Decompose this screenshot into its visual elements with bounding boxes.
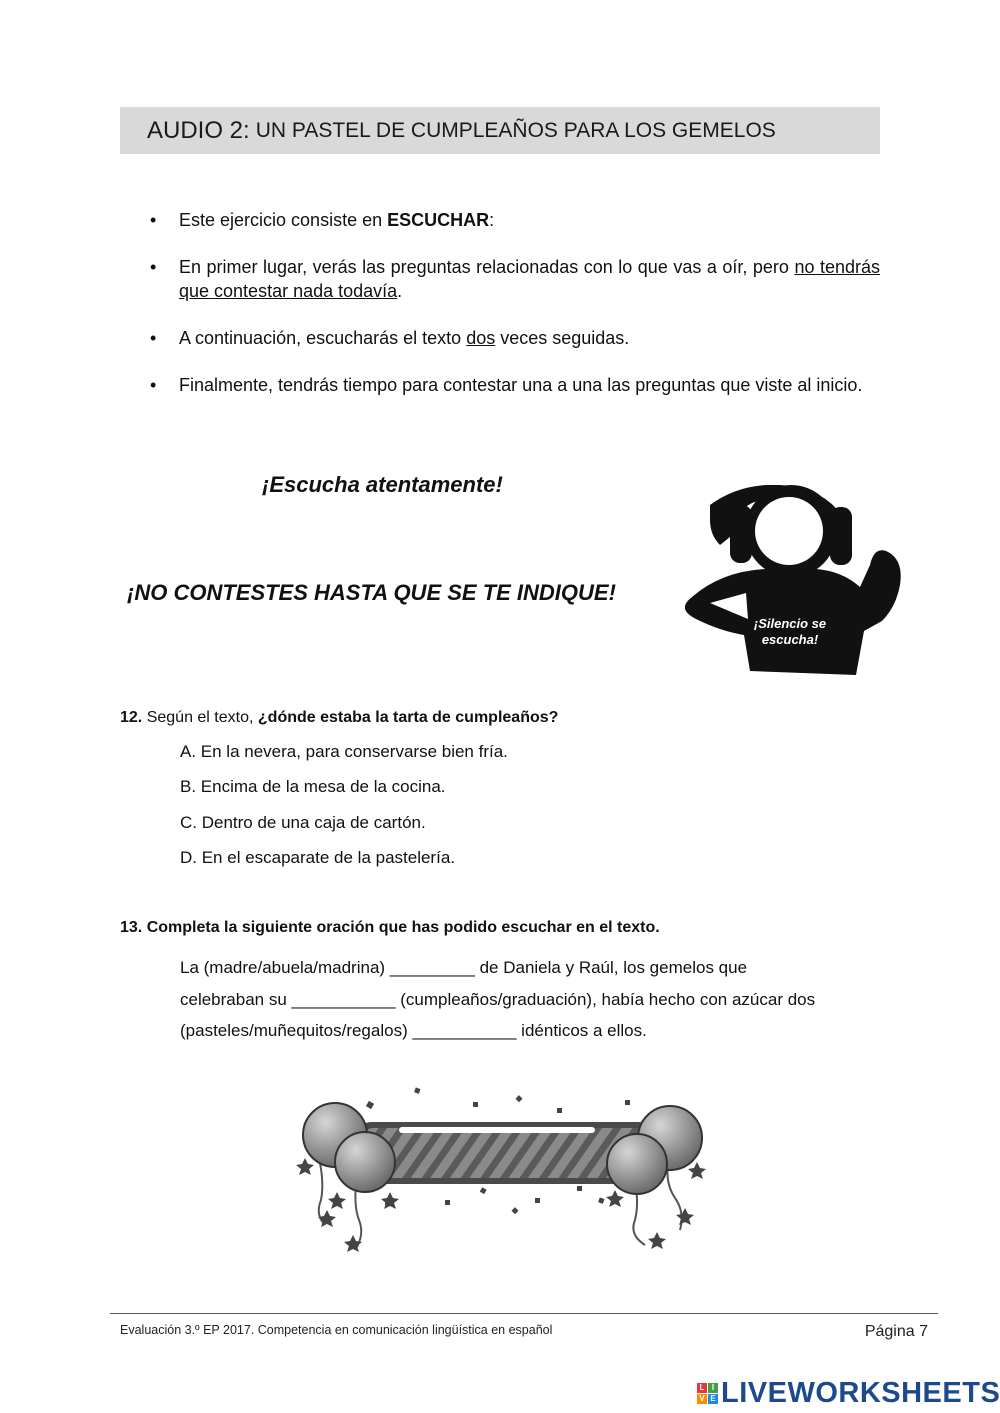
shirt-text-line1: ¡Silencio se: [753, 616, 827, 631]
shirt-text-line2: escucha!: [761, 632, 819, 647]
question-number: 13.: [120, 919, 143, 936]
sentence-line: celebraban su ___________ (cumpleaños/graduación), había hecho con azúcar dos: [180, 989, 816, 1009]
option-a[interactable]: A. En la nevera, para conservarse bien fría.: [180, 742, 508, 761]
question-text: Completa la siguiente oración que has podido escuchar en el texto.: [142, 919, 660, 936]
instruction-item: • Finalmente, tendrás tiempo para contestar una a una las preguntas que viste al inicio.: [150, 373, 880, 397]
liveworksheets-logo[interactable]: [697, 1377, 1000, 1410]
option-c[interactable]: C. Dentro de una caja de cartón.: [180, 812, 426, 832]
question-number: 12.: [120, 709, 143, 726]
dont-answer-callout: ¡NO CONTESTES HASTA QUE SE TE INDIQUE!: [127, 580, 616, 605]
question-12-options: [180, 742, 508, 883]
instruction-item: • Este ejercicio consiste en ESCUCHAR:: [150, 208, 880, 232]
section-title-text: UN PASTEL DE CUMPLEAÑOS PARA LOS GEMELOS: [255, 118, 776, 142]
listen-callout: ¡Escucha atentamente!: [262, 472, 503, 497]
footer-divider: [110, 1313, 938, 1314]
instructions-list: [150, 208, 880, 397]
instruction-item: • En primer lugar, verás las preguntas relacionadas con lo que vas a oír, pero no tendrás que contestar nada todavía.: [150, 255, 880, 303]
question-12: 12. Según el texto, ¿dónde estaba la tarta de cumpleaños?: [120, 709, 559, 726]
section-title-bar: [120, 107, 880, 154]
sentence-line: (pasteles/muñequitos/regalos) ___________ idénticos a ellos.: [180, 1021, 647, 1040]
sentence-line: La (madre/abuela/madrina) _________ de Daniela y Raúl, los gemelos que: [180, 958, 748, 977]
footer-source: Evaluación 3.º EP 2017. Competencia en comunicación lingüística en español: [120, 1323, 553, 1337]
fill-in-sentence[interactable]: [180, 952, 900, 1047]
headphones-figure-icon: [670, 485, 910, 680]
option-b[interactable]: B. Encima de la mesa de la cocina.: [180, 777, 446, 797]
question-text: ¿dónde estaba la tarta de cumpleaños?: [257, 709, 559, 726]
instruction-item: • A continuación, escucharás el texto dos veces seguidas.: [150, 326, 880, 350]
liveworksheets-icon: L I V E: [697, 1383, 718, 1404]
section-title-audio: AUDIO 2:: [147, 116, 250, 144]
page-number: Página 7: [864, 1323, 928, 1340]
question-13: [120, 918, 660, 938]
balloon-banner-icon: [295, 1080, 715, 1255]
liveworksheets-wordmark: LIVEWORKSHEETS: [721, 1377, 1000, 1409]
option-d[interactable]: D. En el escaparate de la pastelería.: [180, 847, 455, 867]
